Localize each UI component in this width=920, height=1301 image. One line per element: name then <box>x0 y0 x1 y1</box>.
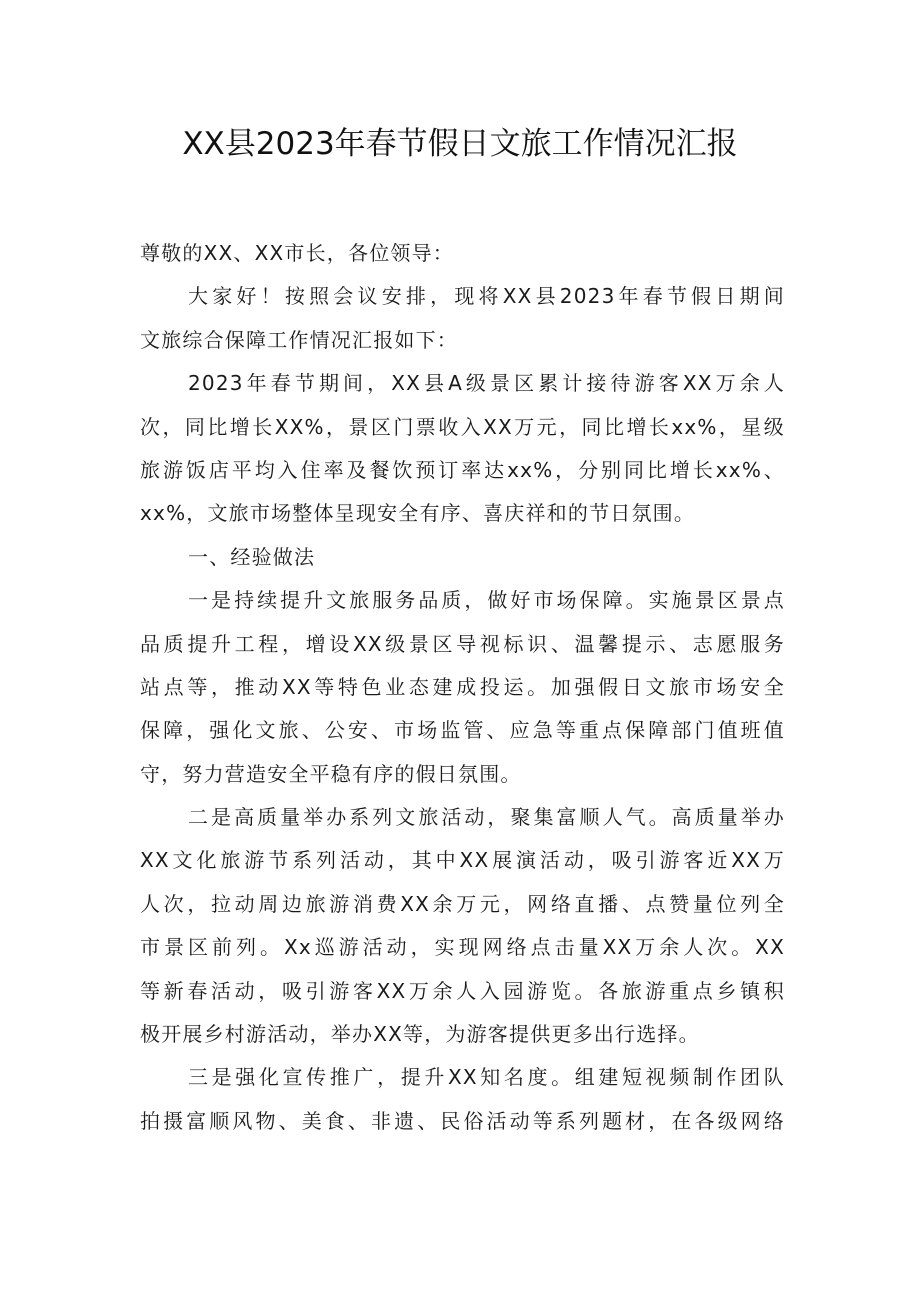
body-line: 文旅综合保障工作情况汇报如下： <box>140 327 458 352</box>
body-line: 极开展乡村游活动，举办XX等，为游客提供更多出行选择。 <box>140 1022 700 1047</box>
body-line: 品质提升工程，增设XX级景区导视标识、温馨提示、志愿服务 <box>140 631 785 656</box>
body-line: 旅游饭店平均入住率及餐饮预订率达xx%，分别同比增长xx%、 <box>140 457 785 482</box>
body-line: 二是高质量举办系列文旅活动，聚集富顺人气。高质量举办 <box>188 805 785 830</box>
section-heading: 一、经验做法 <box>188 544 316 569</box>
body-line: 拍摄富顺风物、美食、非遗、民俗活动等系列题材，在各级网络 <box>140 1108 785 1133</box>
document-body <box>140 232 785 1143</box>
body-line: XX文化旅游节系列活动，其中XX展演活动，吸引游客近XX万 <box>140 848 785 873</box>
body-line: 守，努力营造安全平稳有序的假日氛围。 <box>140 761 522 786</box>
body-line: 次，同比增长XX%，景区门票收入XX万元，同比增长xx%，星级 <box>140 414 785 439</box>
body-line: 2023年春节期间，XX县A级景区累计接待游客XX万余人 <box>188 371 785 396</box>
body-line: 大家好！按照会议安排，现将XX县2023年春节假日期间 <box>188 284 785 309</box>
body-line: 等新春活动，吸引游客XX万余人入园游览。各旅游重点乡镇积 <box>140 978 785 1003</box>
body-line: 一是持续提升文旅服务品质，做好市场保障。实施景区景点 <box>188 588 785 613</box>
body-line: 三是强化宣传推广，提升XX知名度。组建短视频制作团队 <box>188 1065 785 1090</box>
body-line: xx%，文旅市场整体呈现安全有序、喜庆祥和的节日氛围。 <box>140 501 696 526</box>
body-line: 人次，拉动周边旅游消费XX余万元，网络直播、点赞量位列全 <box>140 891 785 916</box>
body-line: 站点等，推动XX等特色业态建成投运。加强假日文旅市场安全 <box>140 674 785 699</box>
body-line: 保障，强化文旅、公安、市场监管、应急等重点保障部门值班值 <box>140 718 785 743</box>
document-title: XX县2023年春节假日文旅工作情况汇报 <box>182 126 738 162</box>
body-line: 市景区前列。Xx巡游活动，实现网络点击量XX万余人次。XX <box>140 935 785 960</box>
salutation-line: 尊敬的XX、XX市长，各位领导： <box>140 241 455 265</box>
